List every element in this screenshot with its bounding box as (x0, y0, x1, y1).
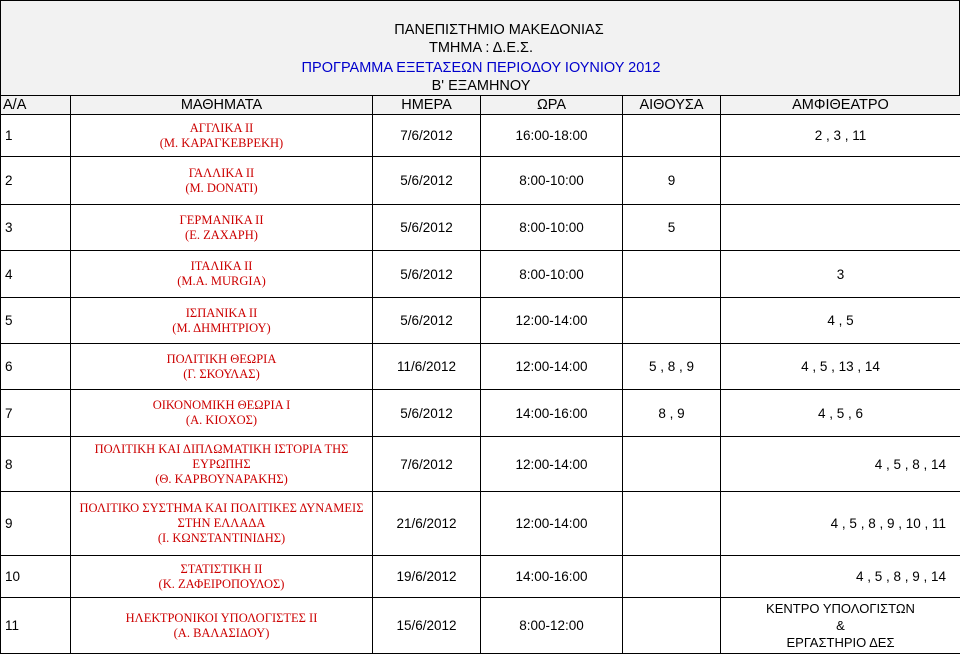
amphitheatre-line: ΚΕΝΤΡΟ ΥΠΟΛΟΓΙΣΤΩΝ (721, 600, 960, 617)
hall-cell (623, 492, 721, 556)
course-name: ΓΑΛΛΙΚΑ ΙΙ (71, 166, 372, 181)
date-cell: 5/6/2012 (373, 205, 481, 251)
date-cell: 7/6/2012 (373, 115, 481, 157)
amphitheatre-cell: 4 , 5 , 8 , 14 (721, 437, 960, 492)
table-row (1, 344, 960, 390)
course-cell (71, 298, 373, 344)
hall-cell: 9 (623, 157, 721, 205)
time-cell: 14:00-16:00 (481, 556, 623, 598)
course-instructor: (Α. ΚΙΟΧΟΣ) (71, 413, 372, 428)
course-cell (71, 115, 373, 157)
table-row (1, 492, 960, 556)
course-cell (71, 492, 373, 556)
date-cell: 5/6/2012 (373, 251, 481, 298)
table-row (1, 298, 960, 344)
course-cell (71, 437, 373, 492)
course-name-continued: ΣΤΗΝ ΕΛΛΑΔΑ (71, 516, 372, 531)
course-cell (71, 598, 373, 654)
course-name: ΗΛΕΚΤΡΟΝΙΚΟΙ ΥΠΟΛΟΓΙΣΤΕΣ ΙΙ (71, 611, 372, 626)
row-number: 1 (1, 115, 71, 157)
course-name: ΓΕΡΜΑΝΙΚΑ ΙΙ (71, 213, 372, 228)
course-cell (71, 157, 373, 205)
course-name: ΙΣΠΑΝΙΚΑ ΙΙ (71, 306, 372, 321)
course-name: ΙΤΑΛΙΚΑ ΙΙ (71, 259, 372, 274)
time-cell: 12:00-14:00 (481, 492, 623, 556)
time-cell: 8:00-10:00 (481, 251, 623, 298)
time-cell: 8:00-12:00 (481, 598, 623, 654)
course-instructor: (Μ. ΔΗΜΗΤΡΙΟΥ) (71, 321, 372, 336)
course-cell (71, 390, 373, 437)
row-number: 6 (1, 344, 71, 390)
row-number: 8 (1, 437, 71, 492)
amphitheatre-cell: 4 , 5 , 13 , 14 (721, 344, 960, 390)
row-number: 4 (1, 251, 71, 298)
amphitheatre-cell: 4 , 5 , 8 , 9 , 10 , 11 (721, 492, 960, 556)
exam-schedule-table (0, 95, 960, 654)
row-number: 11 (1, 598, 71, 654)
amphitheatre-cell: 4 , 5 (721, 298, 960, 344)
date-cell: 11/6/2012 (373, 344, 481, 390)
amphitheatre-cell (721, 598, 960, 654)
column-header-date: ΗΜΕΡΑ (373, 96, 481, 115)
row-number: 2 (1, 157, 71, 205)
column-header-hall: ΑΙΘΟΥΣΑ (623, 96, 721, 115)
course-instructor: (Ε. ΖΑΧΑΡΗ) (71, 228, 372, 243)
document-header (0, 0, 960, 95)
course-cell (71, 205, 373, 251)
table-row (1, 437, 960, 492)
course-cell (71, 344, 373, 390)
amphitheatre-cell: 4 , 5 , 8 , 9 , 14 (721, 556, 960, 598)
table-row (1, 556, 960, 598)
amphitheatre-line: & (721, 617, 960, 634)
column-header-courses: ΜΑΘΗΜΑΤΑ (71, 96, 373, 115)
column-header-amphitheatre: ΑΜΦΙΘΕΑΤΡΟ (721, 96, 960, 115)
table-row (1, 205, 960, 251)
date-cell: 15/6/2012 (373, 598, 481, 654)
course-instructor: (Ι. ΚΩΝΣΤΑΝΤΙΝΙΔΗΣ) (71, 531, 372, 546)
date-cell: 5/6/2012 (373, 157, 481, 205)
date-cell: 21/6/2012 (373, 492, 481, 556)
row-number: 7 (1, 390, 71, 437)
course-name: ΠΟΛΙΤΙΚΗ ΚΑΙ ΔΙΠΛΩΜΑΤΙΚΗ ΙΣΤΟΡΙΑ ΤΗΣ ΕΥΡΩΠΗΣ (71, 442, 372, 472)
course-name: ΟΙΚΟΝΟΜΙΚΗ ΘΕΩΡΙΑ Ι (71, 398, 372, 413)
amphitheatre-cell (721, 205, 960, 251)
time-cell: 12:00-14:00 (481, 298, 623, 344)
university-title: ΠΑΝΕΠΙΣΤΗΜΙΟ ΜΑΚΕΔΟΝΙΑΣ (1, 21, 960, 39)
course-instructor: (M. DONATI) (71, 181, 372, 196)
row-number: 9 (1, 492, 71, 556)
table-header-row (1, 96, 960, 115)
table-row (1, 157, 960, 205)
hall-cell (623, 298, 721, 344)
program-title: ΠΡΟΓΡΑΜΜΑ ΕΞΕΤΑΣΕΩΝ ΠΕΡΙΟΔΟΥ ΙΟΥΝΙΟΥ 2012 (1, 59, 960, 77)
table-row (1, 598, 960, 654)
date-cell: 5/6/2012 (373, 390, 481, 437)
hall-cell (623, 437, 721, 492)
amphitheatre-cell: 4 , 5 , 6 (721, 390, 960, 437)
hall-cell: 5 , 8 , 9 (623, 344, 721, 390)
table-row (1, 390, 960, 437)
amphitheatre-cell (721, 157, 960, 205)
row-number: 5 (1, 298, 71, 344)
hall-cell (623, 556, 721, 598)
date-cell: 5/6/2012 (373, 298, 481, 344)
time-cell: 14:00-16:00 (481, 390, 623, 437)
row-number: 10 (1, 556, 71, 598)
amphitheatre-cell: 3 (721, 251, 960, 298)
hall-cell: 8 , 9 (623, 390, 721, 437)
amphitheatre-cell: 2 , 3 , 11 (721, 115, 960, 157)
course-name: ΠΟΛΙΤΙΚΗ ΘΕΩΡΙΑ (71, 352, 372, 367)
date-cell: 7/6/2012 (373, 437, 481, 492)
course-cell (71, 251, 373, 298)
course-name: ΠΟΛΙΤΙΚΟ ΣΥΣΤΗΜΑ ΚΑΙ ΠΟΛΙΤΙΚΕΣ ΔΥΝΑΜΕΙΣ (71, 501, 372, 516)
column-header-aa: Α/Α (1, 96, 71, 115)
amphitheatre-line: ΕΡΓΑΣΤΗΡΙΟ ΔΕΣ (721, 634, 960, 651)
course-instructor: (Μ. ΚΑΡΑΓΚΕΒΡΕΚΗ) (71, 136, 372, 151)
course-instructor: (Κ. ΖΑΦΕΙΡΟΠΟΥΛΟΣ) (71, 577, 372, 592)
semester-title: Β' ΕΞΑΜΗΝΟΥ (1, 77, 960, 95)
date-cell: 19/6/2012 (373, 556, 481, 598)
course-instructor: (M.A. MURGIA) (71, 274, 372, 289)
time-cell: 16:00-18:00 (481, 115, 623, 157)
hall-cell: 5 (623, 205, 721, 251)
course-instructor: (Α. ΒΑΛΑΣΙΔΟΥ) (71, 626, 372, 641)
course-instructor: (Θ. ΚΑΡΒΟΥΝΑΡΑΚΗΣ) (71, 472, 372, 487)
table-row (1, 115, 960, 157)
row-number: 3 (1, 205, 71, 251)
course-name: ΣΤΑΤΙΣΤΙΚΗ ΙΙ (71, 562, 372, 577)
course-instructor: (Γ. ΣΚΟΥΛΑΣ) (71, 367, 372, 382)
time-cell: 8:00-10:00 (481, 205, 623, 251)
time-cell: 8:00-10:00 (481, 157, 623, 205)
department-title: ΤΜΗΜΑ : Δ.Ε.Σ. (1, 39, 960, 57)
time-cell: 12:00-14:00 (481, 344, 623, 390)
course-cell (71, 556, 373, 598)
course-name: ΑΓΓΛΙΚΑ ΙΙ (71, 121, 372, 136)
table-row (1, 251, 960, 298)
hall-cell (623, 115, 721, 157)
column-header-time: ΩΡΑ (481, 96, 623, 115)
time-cell: 12:00-14:00 (481, 437, 623, 492)
hall-cell (623, 251, 721, 298)
hall-cell (623, 598, 721, 654)
